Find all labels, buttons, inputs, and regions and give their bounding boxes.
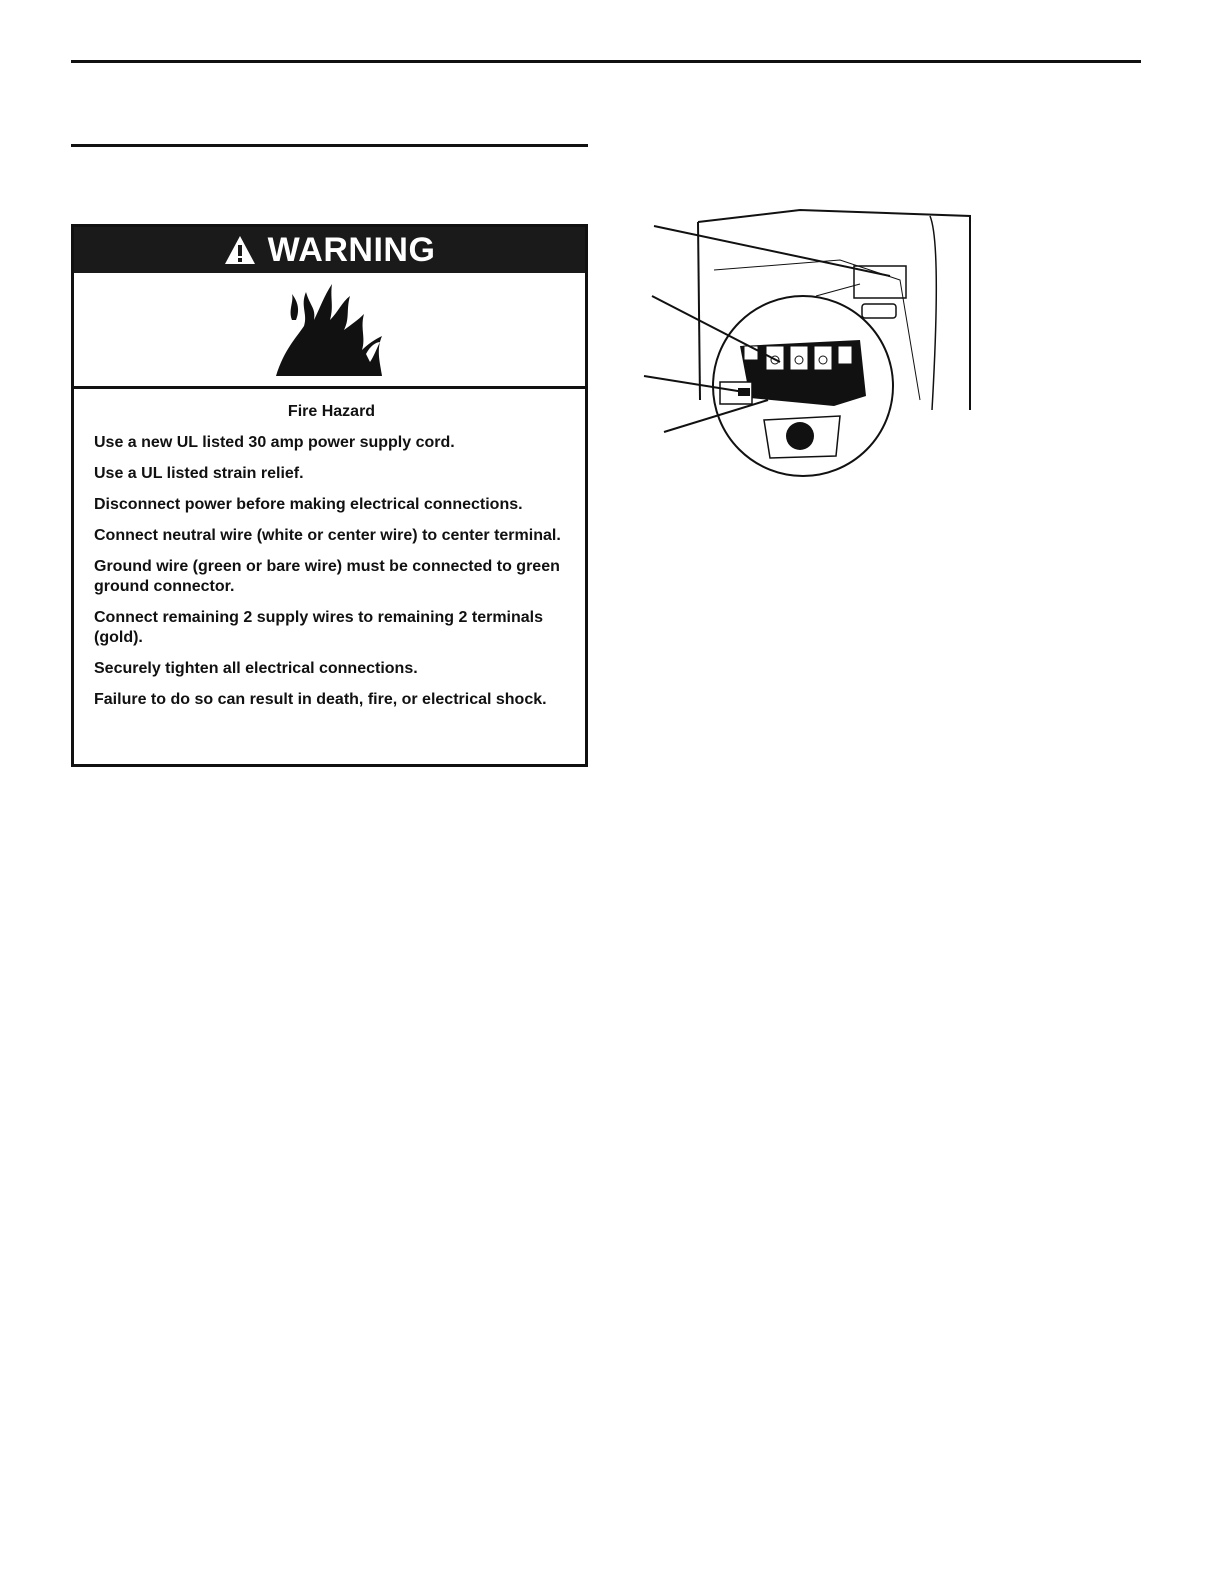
warning-text <box>74 389 585 710</box>
page-top-rule <box>71 60 1141 63</box>
warning-line: Connect remaining 2 supply wires to remaining 2 terminals (gold). <box>94 609 543 646</box>
warning-line: Use a UL listed strain relief. <box>94 465 304 482</box>
warning-header <box>74 227 585 273</box>
warning-line: Failure to do so can result in death, fire, or electrical shock. <box>94 691 547 708</box>
fire-hazard-icon <box>270 280 390 380</box>
warning-line: Connect neutral wire (white or center wire) to center terminal. <box>94 527 561 544</box>
warning-line: Ground wire (green or bare wire) must be connected to green ground connector. <box>94 558 560 595</box>
warning-line: Securely tighten all electrical connections. <box>94 660 418 677</box>
fire-hazard-warning <box>71 224 588 767</box>
section-rule <box>71 144 588 147</box>
warning-line: Use a new UL listed 30 amp power supply cord. <box>94 434 455 451</box>
dryer-terminal-block-illustration <box>640 200 1000 490</box>
alert-triangle-icon <box>224 235 256 265</box>
warning-line: Disconnect power before making electrical connections. <box>94 496 523 513</box>
hazard-title: Fire Hazard <box>287 403 376 420</box>
flame-area <box>74 273 585 389</box>
warning-header-label: WARNING <box>267 230 436 269</box>
